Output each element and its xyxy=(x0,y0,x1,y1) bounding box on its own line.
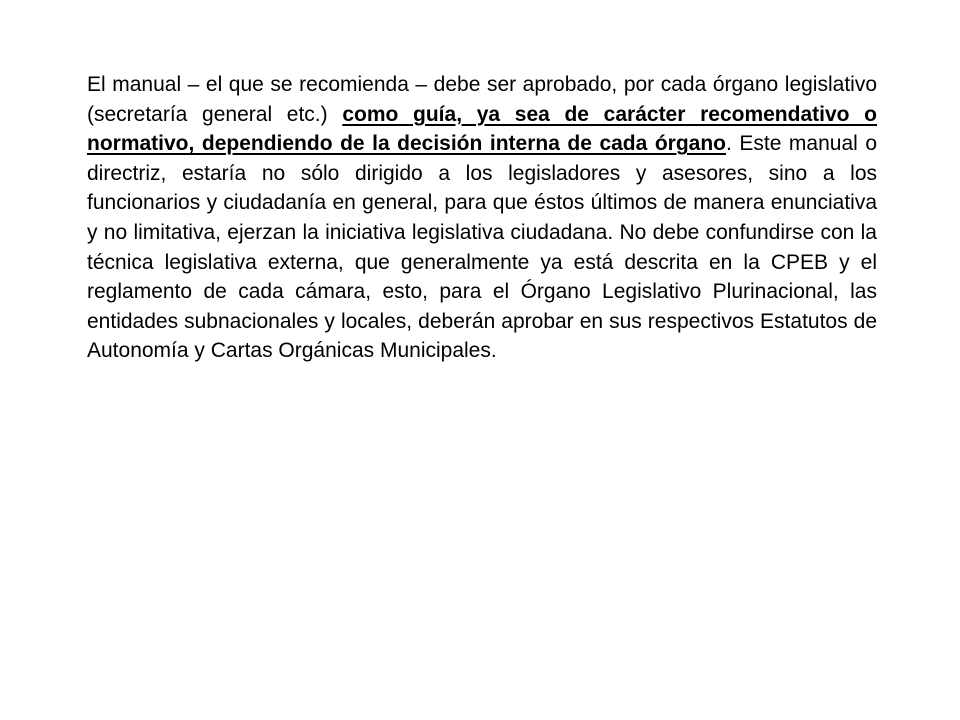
paragraph-emphasis: como guía, ya sea de carácter recomendativo o normativo, dependiendo de la decisión interna de cada órgano xyxy=(87,102,877,156)
body-paragraph xyxy=(87,70,877,366)
paragraph-text-start: El manual – el que se recomienda – debe ser aprobado, por cada órgano legislativo (secretaría general etc.) xyxy=(87,73,877,126)
paragraph-text-end: . Este manual o directriz, estaría no sólo dirigido a los legisladores y asesores, sino a los funcionarios y ciudadanía en general, para que éstos últimos de manera enunciativa y no limitativa, ejerzan la iniciativa legislativa ciudadana. No debe confundirse con la técnica legislativa externa, que generalmente ya está descrita en la CPEB y el reglamento de cada cámara, esto, para el Órgano Legislativo Plurinacional, las entidades subnacionales y locales, deberán aprobar en sus respectivos Estatutos de Autonomía y Cartas Orgánicas Municipales. xyxy=(87,132,877,363)
